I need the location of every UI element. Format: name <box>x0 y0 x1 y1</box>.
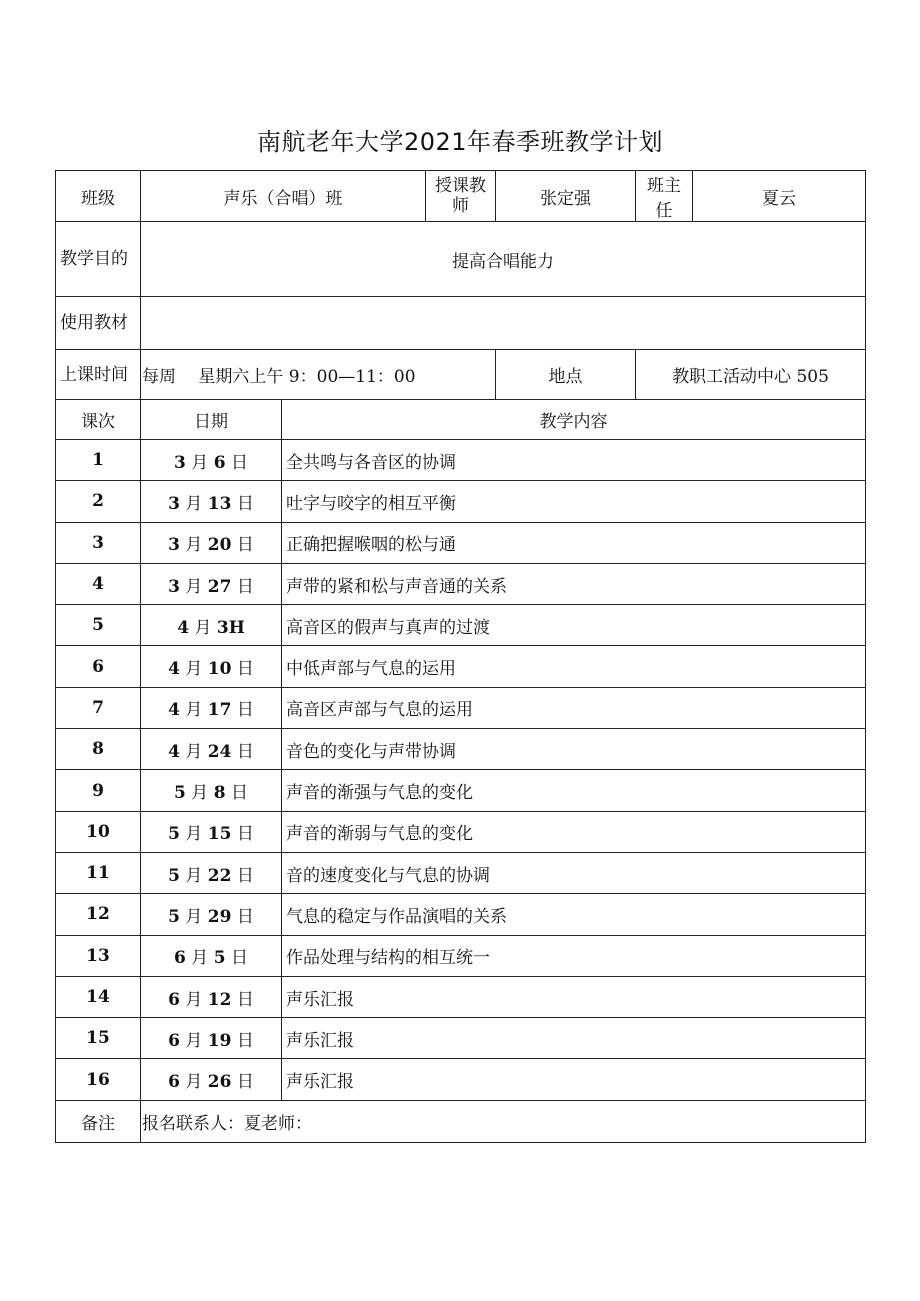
lesson-date <box>141 687 282 728</box>
month-char: 月 <box>185 906 203 927</box>
lesson-row <box>56 646 866 687</box>
lesson-row <box>56 770 866 811</box>
lesson-number: 7 <box>56 687 141 728</box>
schedule-row <box>56 350 866 400</box>
lesson-number: 5 <box>56 605 141 646</box>
column-header-row <box>56 400 866 440</box>
lesson-day: 19 <box>207 1030 232 1051</box>
lesson-day: 20 <box>207 535 232 556</box>
lesson-date <box>141 976 282 1017</box>
lesson-number: 3 <box>56 522 141 563</box>
lesson-month: 4 <box>168 741 180 762</box>
lesson-row <box>56 605 866 646</box>
month-char: 月 <box>185 989 203 1010</box>
lesson-content: 吐字与咬字的相互平衡 <box>282 481 866 522</box>
lesson-day: 24 <box>207 741 232 762</box>
lesson-day: 3H <box>216 617 245 638</box>
month-char: 月 <box>191 783 209 804</box>
date-column-header: 日期 <box>141 400 282 440</box>
month-char: 月 <box>185 1030 203 1051</box>
lesson-number: 1 <box>56 440 141 481</box>
month-char: 月 <box>185 493 203 514</box>
lesson-content: 声乐汇报 <box>282 1018 866 1059</box>
lesson-content: 气息的稳定与作品演唱的关系 <box>282 894 866 935</box>
lesson-date <box>141 894 282 935</box>
remarks-value: 报名联系人：夏老师： <box>141 1100 866 1142</box>
day-char: 日 <box>236 906 254 927</box>
lesson-number: 16 <box>56 1059 141 1100</box>
lesson-month: 5 <box>168 865 180 886</box>
lesson-date <box>141 729 282 770</box>
lesson-date <box>141 481 282 522</box>
lesson-column-header: 课次 <box>56 400 141 440</box>
lesson-month: 6 <box>174 948 186 969</box>
lesson-number: 9 <box>56 770 141 811</box>
lesson-date <box>141 563 282 604</box>
header-row <box>56 171 866 222</box>
location-value: 教职工活动中心 505 <box>636 350 866 400</box>
material-value <box>141 297 866 350</box>
lesson-day: 13 <box>207 493 232 514</box>
class-value: 声乐（合唱）班 <box>141 171 426 222</box>
lesson-row <box>56 1018 866 1059</box>
remarks-row <box>56 1100 866 1142</box>
month-char: 月 <box>185 1072 203 1093</box>
month-char: 月 <box>185 865 203 886</box>
schedule-value: 每周 星期六上午 9：00—11：00 <box>141 350 496 400</box>
lesson-day: 27 <box>207 576 232 597</box>
lesson-number: 15 <box>56 1018 141 1059</box>
purpose-value: 提高合唱能力 <box>141 222 866 297</box>
day-char: 日 <box>236 700 254 721</box>
lesson-row <box>56 522 866 563</box>
lesson-row <box>56 935 866 976</box>
lesson-day: 10 <box>207 659 232 680</box>
lesson-content: 高音区的假声与真声的过渡 <box>282 605 866 646</box>
purpose-row <box>56 222 866 297</box>
lesson-date <box>141 646 282 687</box>
day-char: 日 <box>230 452 248 473</box>
month-char: 月 <box>191 948 209 969</box>
material-row <box>56 297 866 350</box>
lesson-row <box>56 894 866 935</box>
lesson-row <box>56 563 866 604</box>
lesson-month: 3 <box>168 493 180 514</box>
day-char: 日 <box>236 493 254 514</box>
day-char: 日 <box>236 741 254 762</box>
lesson-number: 12 <box>56 894 141 935</box>
lesson-day: 17 <box>207 700 232 721</box>
lesson-number: 6 <box>56 646 141 687</box>
day-char: 日 <box>236 1072 254 1093</box>
lesson-month: 6 <box>168 989 180 1010</box>
lesson-number: 10 <box>56 811 141 852</box>
lesson-month: 5 <box>174 783 186 804</box>
lesson-content: 声带的紧和松与声音通的关系 <box>282 563 866 604</box>
lesson-month: 6 <box>168 1072 180 1093</box>
lesson-row <box>56 1059 866 1100</box>
day-char: 日 <box>230 948 248 969</box>
lesson-date <box>141 1018 282 1059</box>
lesson-date <box>141 770 282 811</box>
lesson-month: 5 <box>168 906 180 927</box>
lesson-day: 22 <box>207 865 232 886</box>
lesson-date <box>141 440 282 481</box>
lesson-month: 3 <box>168 576 180 597</box>
lesson-row <box>56 976 866 1017</box>
day-char: 日 <box>236 659 254 680</box>
month-char: 月 <box>185 824 203 845</box>
lesson-day: 12 <box>207 989 232 1010</box>
lesson-row <box>56 687 866 728</box>
lesson-date <box>141 811 282 852</box>
lesson-number: 13 <box>56 935 141 976</box>
lesson-content: 音的速度变化与气息的协调 <box>282 852 866 893</box>
month-char: 月 <box>185 659 203 680</box>
lesson-content: 声音的渐弱与气息的变化 <box>282 811 866 852</box>
day-char: 日 <box>236 1030 254 1051</box>
lesson-month: 6 <box>168 1030 180 1051</box>
lesson-number: 14 <box>56 976 141 1017</box>
lesson-number: 11 <box>56 852 141 893</box>
lesson-content: 声乐汇报 <box>282 1059 866 1100</box>
day-char: 日 <box>236 989 254 1010</box>
lesson-row <box>56 440 866 481</box>
content-column-header: 教学内容 <box>282 400 866 440</box>
lesson-date <box>141 935 282 976</box>
lesson-content: 正确把握喉咽的松与通 <box>282 522 866 563</box>
month-char: 月 <box>185 741 203 762</box>
teacher-label: 授课教师 <box>426 171 496 222</box>
teaching-plan-table <box>55 170 866 1143</box>
lesson-day: 6 <box>213 452 226 473</box>
lesson-row <box>56 811 866 852</box>
lesson-month: 4 <box>177 617 190 638</box>
day-char: 日 <box>236 535 254 556</box>
lesson-number: 2 <box>56 481 141 522</box>
lesson-content: 中低声部与气息的运用 <box>282 646 866 687</box>
lesson-month: 4 <box>168 700 180 721</box>
day-char: 日 <box>230 783 248 804</box>
day-char: 日 <box>236 576 254 597</box>
lesson-row <box>56 481 866 522</box>
lesson-content: 作品处理与结构的相互统一 <box>282 935 866 976</box>
class-label: 班级 <box>56 171 141 222</box>
lesson-month: 4 <box>168 659 180 680</box>
lesson-day: 8 <box>213 783 226 804</box>
purpose-label: 教学目的 <box>56 222 141 297</box>
lesson-day: 26 <box>207 1072 232 1093</box>
lesson-date <box>141 1059 282 1100</box>
lesson-day: 15 <box>207 824 232 845</box>
teacher-value: 张定强 <box>496 171 636 222</box>
lesson-date <box>141 605 282 646</box>
day-char: 日 <box>236 865 254 886</box>
lesson-month: 3 <box>168 535 180 556</box>
month-char: 月 <box>185 700 203 721</box>
material-label: 使用教材 <box>56 297 141 350</box>
lesson-row <box>56 729 866 770</box>
page-title: 南航老年大学2021年春季班教学计划 <box>256 128 664 156</box>
lesson-number: 8 <box>56 729 141 770</box>
lesson-month: 3 <box>174 452 186 473</box>
lesson-content: 高音区声部与气息的运用 <box>282 687 866 728</box>
month-char: 月 <box>185 535 203 556</box>
lesson-content: 音色的变化与声带协调 <box>282 729 866 770</box>
month-char: 月 <box>185 576 203 597</box>
lesson-month: 5 <box>168 824 180 845</box>
lesson-number: 4 <box>56 563 141 604</box>
lesson-day: 5 <box>213 948 226 969</box>
lesson-content: 声乐汇报 <box>282 976 866 1017</box>
head-teacher-label: 班主任 <box>636 171 693 222</box>
location-label: 地点 <box>496 350 636 400</box>
lesson-date <box>141 522 282 563</box>
lesson-day: 29 <box>207 906 232 927</box>
head-teacher-value: 夏云 <box>693 171 866 222</box>
lesson-row <box>56 852 866 893</box>
lesson-date <box>141 852 282 893</box>
lesson-content: 声音的渐强与气息的变化 <box>282 770 866 811</box>
month-char: 月 <box>191 452 209 473</box>
schedule-label: 上课时间 <box>56 350 141 400</box>
remarks-label: 备注 <box>56 1100 141 1142</box>
day-char: 日 <box>236 824 254 845</box>
lesson-content: 全共鸣与各音区的协调 <box>282 440 866 481</box>
month-char: 月 <box>194 617 212 638</box>
